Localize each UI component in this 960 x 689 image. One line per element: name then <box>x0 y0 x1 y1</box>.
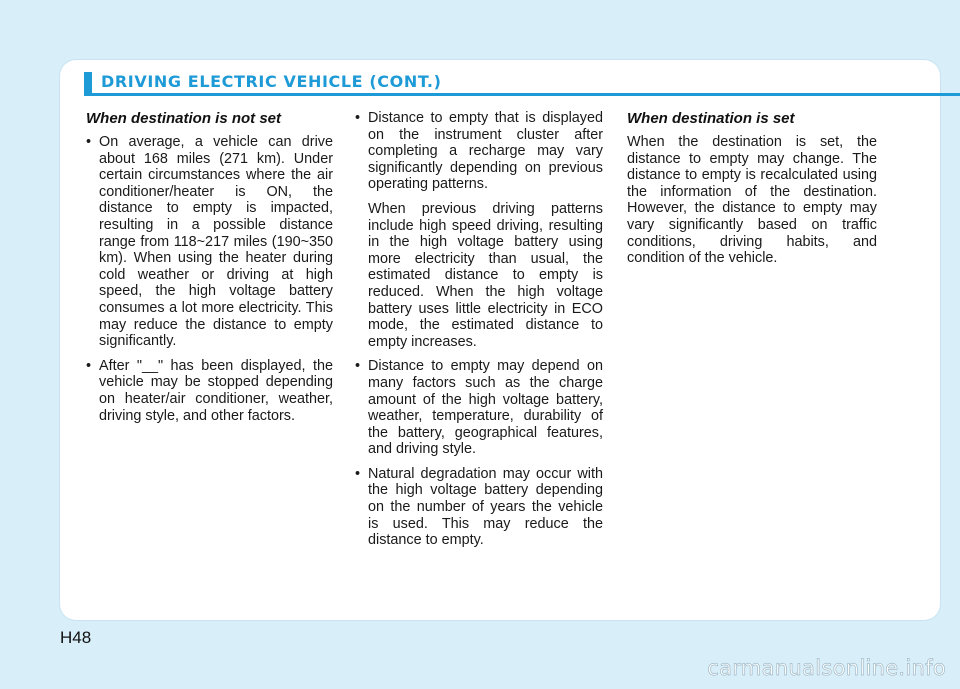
watermark: carmanualsonline.info <box>707 656 946 680</box>
list-item <box>355 110 603 350</box>
page-number: H48 <box>60 628 92 647</box>
bullet-text: • After "__" has been displayed, the vehicle may be stopped depending on heater/air conditioner, weather, driving style, and other factors. <box>99 357 333 424</box>
paragraph-destination-set: When the destination is set, the distance to empty may change. The distance to empty is recalculated using the information of the destination. However, the distance to empty may vary significantly based on traffic conditions, driving habits, and condition of the vehicle. <box>627 134 877 267</box>
column-right <box>627 110 877 267</box>
bullet-text: • Distance to empty may depend on many factors such as the charge amount of the high voltage battery, weather, temperature, durability of the battery, geographical features, and driving style. <box>368 358 603 458</box>
list-item <box>86 134 333 350</box>
bullet-text: • Natural degradation may occur with the high voltage battery depending on the number of years the vehicle is used. This may reduce the distance to empty. <box>368 465 603 549</box>
bullet-list-not-set <box>86 134 333 424</box>
section-header-accent <box>84 72 92 96</box>
list-item <box>86 358 333 424</box>
section-title: DRIVING ELECTRIC VEHICLE (CONT.) <box>101 72 442 91</box>
column-middle <box>355 110 603 557</box>
heading-destination-not-set: When destination is not set <box>86 110 282 127</box>
bullet-list-middle <box>355 110 603 549</box>
heading-destination-set: When destination is set <box>627 110 795 127</box>
bullet-text: • Distance to empty that is displayed on the instrument cluster after completing a recharge may vary significantly depending on previous operating patterns. <box>368 110 603 193</box>
bullet-continuation: When previous driving patterns include high speed driving, resulting in the high voltage battery using more electricity than usual, the estimated distance to empty is reduced. When the high voltage battery uses little electricity in ECO mode, the estimated distance to empty increases. <box>368 200 603 350</box>
column-left <box>86 110 333 432</box>
list-item <box>355 358 603 458</box>
list-item <box>355 466 603 549</box>
bullet-text: • On average, a vehicle can drive about 168 miles (271 km). Under certain circumstances where the air conditioner/heater is ON, the distance to empty is impacted, resulting in a possible distance range from 118~217 miles (190~350 km). When using the heater during cold weather or driving at high speed, the high voltage battery consumes a lot more electricity. This may reduce the distance to empty significantly. <box>99 134 333 350</box>
